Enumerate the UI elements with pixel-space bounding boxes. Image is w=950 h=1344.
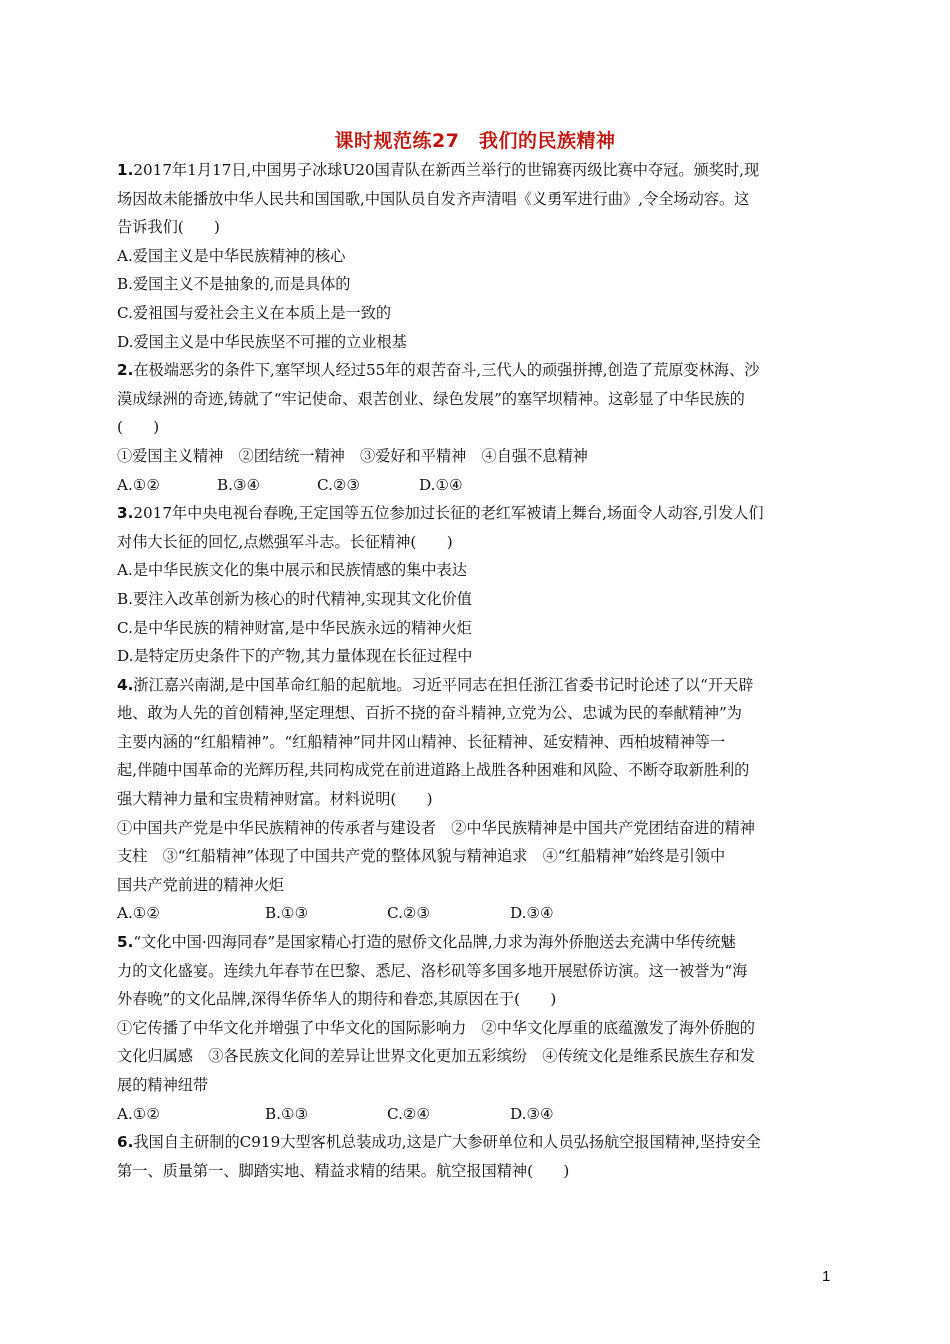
question-line: 外春晚”的文化品牌,深得华侨华人的期待和眷恋,其原因在于( ) <box>117 990 557 1009</box>
question-list <box>117 156 835 1185</box>
question-line: 3.2017年中央电视台春晚,王定国等五位参加过长征的老红军被请上舞台,场面令人动容,引发人们 <box>117 504 764 523</box>
question-line: 告诉我们( ) <box>117 218 220 237</box>
choice-a: A.①② <box>117 1104 161 1123</box>
statement-line: 国共产党前进的精神火炬 <box>117 875 285 894</box>
question-number: 6. <box>117 1133 134 1152</box>
choice-row <box>117 1100 835 1129</box>
statement-line: 支柱 ③“红船精神”体现了中国共产党的整体风貌与精神追求 ④“红船精神”始终是引领中 <box>117 847 726 866</box>
option-b: B.爱国主义不是抽象的,而是具体的 <box>117 275 351 294</box>
question-1 <box>117 156 835 356</box>
question-3 <box>117 499 835 671</box>
statement-line: 文化归属感 ③各民族文化间的差异让世界文化更加五彩缤纷 ④传统文化是维系民族生存和发 <box>117 1047 755 1066</box>
choice-row <box>117 899 835 928</box>
question-2 <box>117 356 835 499</box>
choice-d: D.①④ <box>419 475 463 494</box>
question-line: 5.“文化中国·四海同春”是国家精心打造的慰侨文化品牌,力求为海外侨胞送去充满中华传统魅 <box>117 933 736 952</box>
choice-a: A.①② <box>117 475 161 494</box>
statement-line: ①爱国主义精神 ②团结统一精神 ③爱好和平精神 ④自强不息精神 <box>117 446 588 465</box>
choice-c: C.②③ <box>317 475 361 494</box>
question-line: 力的文化盛宴。连续九年春节在巴黎、悉尼、洛杉矶等多国多地开展慰侨访演。这一被誉为“海 <box>117 961 748 980</box>
statement-line: 展的精神纽带 <box>117 1076 209 1094</box>
question-number: 2. <box>117 361 134 380</box>
question-line: ( ) <box>117 418 160 437</box>
option-c: C.是中华民族的精神财富,是中华民族永远的精神火炬 <box>117 618 472 637</box>
question-line: 地、敢为人先的首创精神,坚定理想、百折不挠的奋斗精神,立党为公、忠诚为民的奉献精神”为 <box>117 704 742 723</box>
choice-c: C.②④ <box>387 1104 431 1123</box>
statement-line: ①中国共产党是中华民族精神的传承者与建设者 ②中华民族精神是中国共产党团结奋进的精神 <box>117 818 755 837</box>
option-a: A.爱国主义是中华民族精神的核心 <box>117 246 346 265</box>
question-line: 强大精神力量和宝贵精神财富。材料说明( ) <box>117 790 433 809</box>
question-line: 主要内涵的“红船精神”。“红船精神”同井冈山精神、长征精神、延安精神、西柏坡精神等一 <box>117 732 726 751</box>
choice-b: B.①③ <box>265 904 309 923</box>
question-line: 场因故未能播放中华人民共和国国歌,中国队员自发齐声清唱《义勇军进行曲》,令全场动容。这 <box>117 189 750 208</box>
question-4 <box>117 671 835 928</box>
choice-d: D.③④ <box>510 904 554 923</box>
question-line: 4.浙江嘉兴南湖,是中国革命红船的起航地。习近平同志在担任浙江省委书记时论述了以“开天辟 <box>117 675 754 694</box>
option-d: D.是特定历史条件下的产物,其力量体现在长征过程中 <box>117 647 473 666</box>
question-number: 5. <box>117 933 134 952</box>
choice-b: B.①③ <box>265 1104 309 1123</box>
question-line: 对伟大长征的回忆,点燃强军斗志。长征精神( ) <box>117 532 453 551</box>
page-title: 课时规范练27 我们的民族精神 <box>334 130 616 152</box>
question-line: 2.在极端恶劣的条件下,塞罕坝人经过55年的艰苦奋斗,三代人的顽强拼搏,创造了荒原变林海、沙 <box>117 361 760 380</box>
question-line: 6.我国自主研制的C919大型客机总装成功,这是广大参研单位和人员弘扬航空报国精神,坚持安全 <box>117 1133 761 1152</box>
option-a: A.是中华民族文化的集中展示和民族情感的集中表达 <box>117 561 467 580</box>
question-line: 1.2017年1月17日,中国男子冰球U20国青队在新西兰举行的世锦赛丙级比赛中夺冠。颁奖时,现 <box>117 161 760 179</box>
option-c: C.爱祖国与爱社会主义在本质上是一致的 <box>117 303 392 322</box>
question-5 <box>117 928 835 1128</box>
choice-b: B.③④ <box>217 475 261 494</box>
choice-a: A.①② <box>117 904 161 923</box>
option-b: B.要注入改革创新为核心的时代精神,实现其文化价值 <box>117 589 472 608</box>
choice-d: D.③④ <box>510 1104 554 1123</box>
option-d: D.爱国主义是中华民族坚不可摧的立业根基 <box>117 332 407 351</box>
question-line: 起,伴随中国革命的光辉历程,共同构成党在前进道路上战胜各种困难和风险、不断夺取新胜利的 <box>117 761 750 780</box>
choice-c: C.②③ <box>387 904 431 923</box>
question-number: 3. <box>117 504 134 523</box>
question-6 <box>117 1128 835 1185</box>
choice-row <box>117 471 835 500</box>
question-line: 第一、质量第一、脚踏实地、精益求精的结果。航空报国精神( ) <box>117 1161 570 1180</box>
question-line: 漠成绿洲的奇迹,铸就了“牢记使命、艰苦创业、绿色发展”的塞罕坝精神。这彰显了中华民族的 <box>117 389 745 408</box>
question-number: 4. <box>117 675 134 694</box>
statement-line: ①它传播了中华文化并增强了中华文化的国际影响力 ②中华文化厚重的底蕴激发了海外侨胞的 <box>117 1018 755 1037</box>
page-number: 1 <box>822 1268 831 1285</box>
question-number: 1. <box>117 161 134 179</box>
